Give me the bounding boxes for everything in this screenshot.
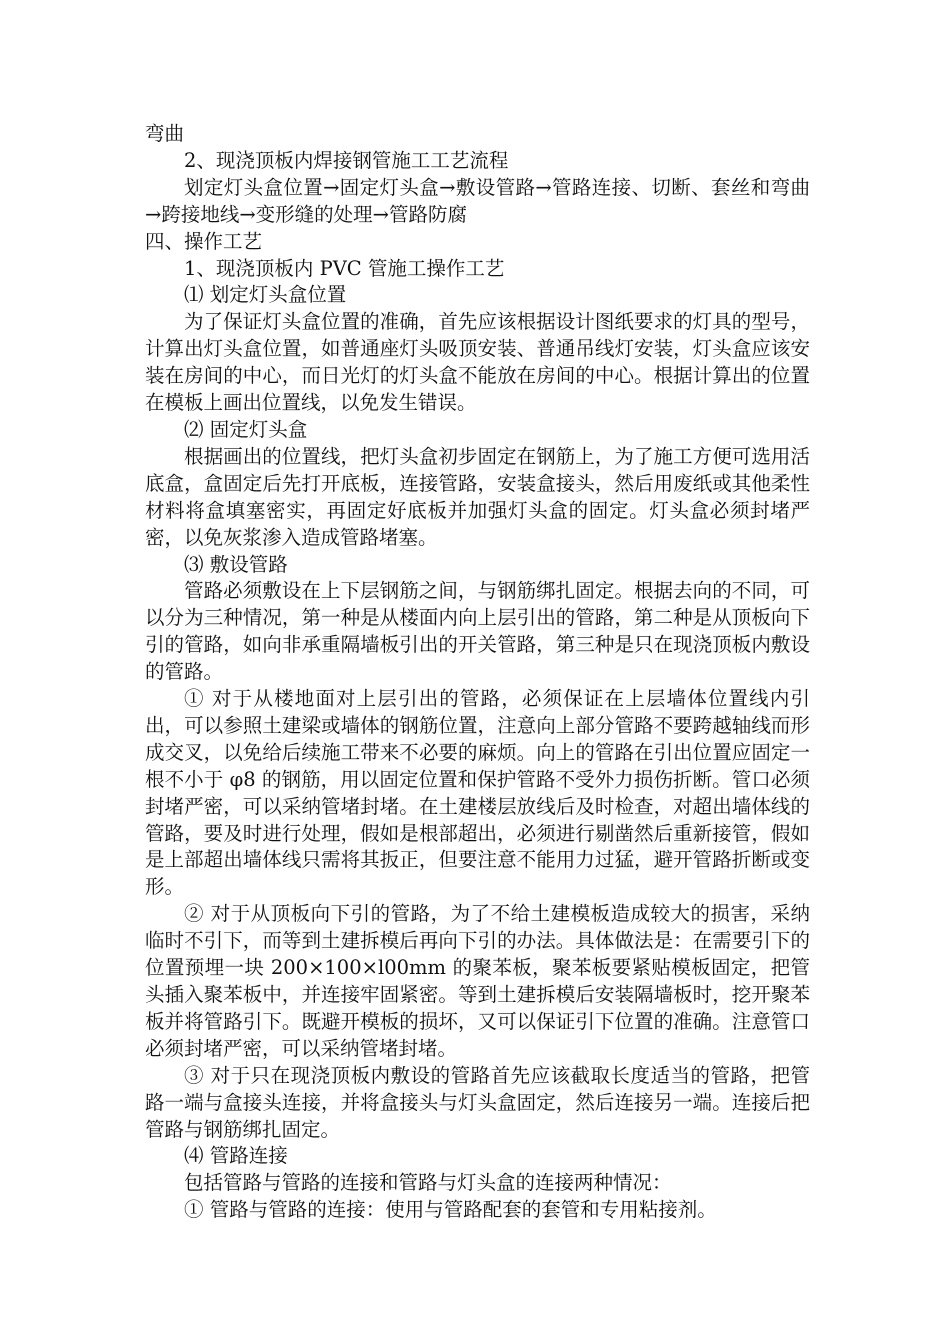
subheading-pvc-process: 1、现浇顶板内 PVC 管施工操作工艺 [184,256,505,280]
paragraph-box-position: 为了保证灯头盒位置的准确，首先应该根据设计图纸要求的灯具的型号，计算出灯头盒位置，如普通座灯头吸顶安装、普通吊线灯安装，灯头盒应该安装在房间的中心，而日光灯的灯头盒不能放在房间的中心。根据计算出的位置在模板上画出位置线，以免发生错误。 [145,310,810,415]
document-page [145,121,810,1224]
paragraph-fix-box: 根据画出的位置线，把灯头盒初步固定在钢筋上，为了施工方便可选用活底盒，盒固定后先打开底板，连接管路，安装盒接头，然后用废纸或其他柔性材料将盒填塞密实，再固定好底板并加强灯头盒的固定。灯头盒必须封堵严密，以免灰浆渗入造成管路堵塞。 [145,444,810,549]
paragraph-case-3: ③ 对于只在现浇顶板内敷设的管路首先应该截取长度适当的管路，把管路一端与盒接头连接，并将盒接头与灯头盒固定，然后连接另一端。连接后把管路与钢筋绑扎固定。 [145,1063,810,1141]
paragraph-case-1: ① 对于从楼地面对上层引出的管路，必须保证在上层墙体位置线内引出，可以参照土建梁或墙体的钢筋位置，注意向上部分管路不要跨越轴线而形成交叉，以免给后续施工带来不必要的麻烦。向上的管路在引出位置应固定一根不小于 φ8 的钢筋，用以固定位置和保护管路不受外力损伤折断。管口必须封堵严密，可以采纳管堵封堵。在土建楼层放线后及时检查，对超出墙体线的管路，要及时进行处理，假如是根部超出，必须进行剔凿然后重新接管，假如是上部超出墙体线只需将其扳正，但要注意不能用力过猛，避开管路折断或变形。 [145,687,810,899]
section-heading-operation: 四、操作工艺 [145,229,263,253]
item-heading-4: ⑷ 管路连接 [184,1144,288,1168]
paragraph-continuation: 弯曲 [145,122,185,145]
item-heading-1: ⑴ 划定灯头盒位置 [184,283,347,307]
item-heading-3: ⑶ 敷设管路 [184,552,288,576]
paragraph-connection-intro: 包括管路与管路的连接和管路与灯头盒的连接两种情况： [184,1171,672,1195]
paragraph-laying-pipes: 管路必须敷设在上下层钢筋之间，与钢筋绑扎固定。根据去向的不同，可以分为三种情况，第一种是从楼面内向上层引出的管路，第二种是从顶板向下引的管路，如向非承重隔墙板引出的开关管路，第三种是只在现浇顶板内敷设的管路。 [145,579,810,684]
paragraph-pipe-connection: ① 管路与管路的连接：使用与管路配套的套管和专用粘接剂。 [184,1198,717,1222]
subheading-steel-pipe-flow: 2、现浇顶板内焊接钢管施工工艺流程 [184,148,509,172]
paragraph-case-2: ② 对于从顶板向下引的管路，为了不给土建模板造成较大的损害，采纳临时不引下，而等到土建拆模后再向下引的办法。具体做法是：在需要引下的位置预埋一块 200×100×l00mm 的聚苯板，聚苯板要紧贴模板固定，把管头插入聚苯板中，并连接牢固紧密。等到土建拆模后安装隔墙板时，挖开聚苯板并将管路引下。既避开模板的损坏，又可以保证引下位置的准确。注意管口必须封堵严密，可以采纳管堵封堵。 [145,902,810,1060]
item-heading-2: ⑵ 固定灯头盒 [184,417,308,441]
paragraph-process-flow: 划定灯头盒位置→固定灯头盒→敷设管路→管路连接、切断、套丝和弯曲→跨接地线→变形缝的处理→管路防腐 [145,175,810,226]
